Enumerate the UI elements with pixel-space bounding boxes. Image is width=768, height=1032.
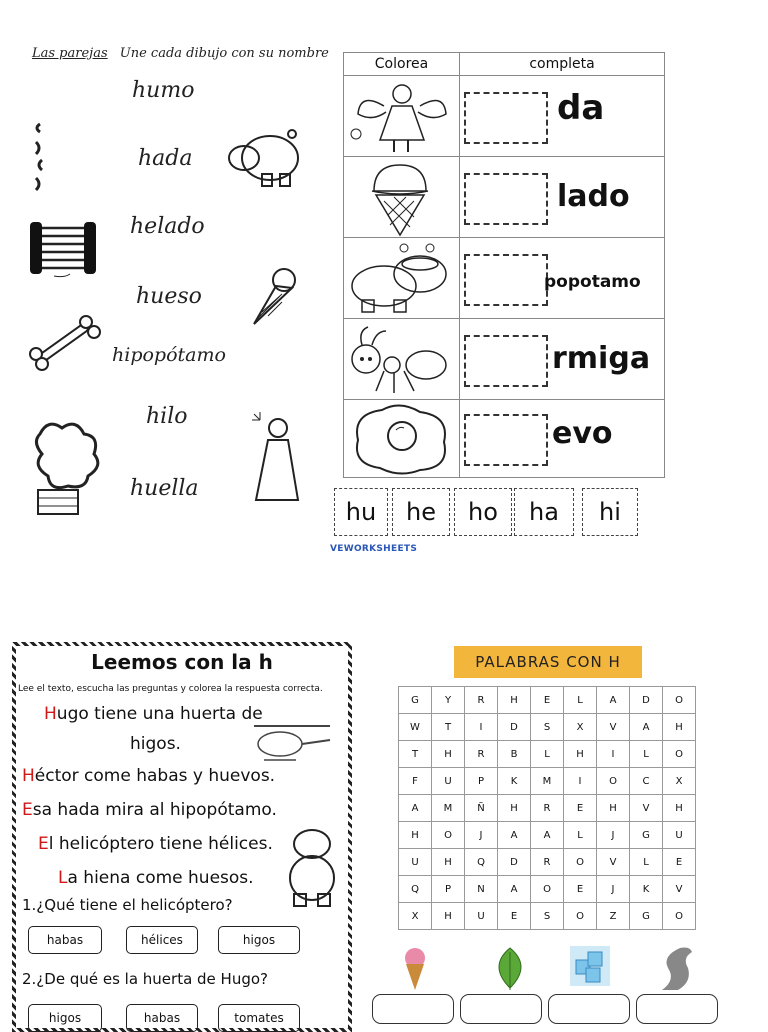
question-2: 2.¿De qué es la huerta de Hugo? (22, 970, 268, 988)
grid-cell[interactable]: O (564, 849, 597, 876)
grid-cell[interactable]: O (663, 741, 696, 768)
grid-cell[interactable]: R (465, 687, 498, 714)
grid-cell[interactable]: U (399, 849, 432, 876)
word-hilo[interactable]: hilo (146, 404, 188, 429)
grid-cell[interactable]: F (399, 768, 432, 795)
grid-row (399, 822, 696, 849)
helicopter-icon (250, 720, 334, 764)
grid-cell[interactable]: D (630, 687, 663, 714)
row-helado (344, 157, 664, 238)
row-hipopotamo (344, 238, 664, 319)
grid-cell[interactable]: D (498, 849, 531, 876)
suffix-lado: lado (557, 179, 630, 214)
grid-cell[interactable]: P (432, 876, 465, 903)
grid-cell[interactable]: D (498, 714, 531, 741)
grid-cell[interactable]: V (597, 714, 630, 741)
syllable-ho[interactable]: ho (454, 488, 512, 536)
syllable-he[interactable]: he (392, 488, 450, 536)
grid-cell[interactable]: U (432, 768, 465, 795)
hippo-small-icon[interactable] (226, 124, 302, 190)
question-1: 1.¿Qué tiene el helicóptero? (22, 896, 233, 914)
sentence-2: Héctor come habas y huevos. (22, 766, 276, 786)
grid-cell[interactable]: O (663, 903, 696, 930)
grid-cell[interactable]: Ñ (465, 795, 498, 822)
footprints-icon[interactable] (26, 118, 56, 194)
q2-option-higos[interactable]: higos (28, 1004, 102, 1032)
parejas-title (32, 46, 329, 61)
grid-cell[interactable]: I (564, 768, 597, 795)
grid-cell[interactable]: G (630, 822, 663, 849)
grid-cell[interactable]: L (630, 849, 663, 876)
grid-cell[interactable]: U (465, 903, 498, 930)
answer-box-4[interactable] (636, 994, 718, 1024)
row-huevo (344, 400, 664, 476)
answer-box-1[interactable] (372, 994, 454, 1024)
suffix-rmiga: rmiga (552, 341, 651, 376)
blank-box-huevo[interactable] (464, 414, 548, 466)
q2-option-habas[interactable]: habas (126, 1004, 198, 1032)
grid-cell[interactable]: X (663, 768, 696, 795)
grid-cell[interactable]: A (399, 795, 432, 822)
grid-cell[interactable]: H (399, 822, 432, 849)
grid-cell[interactable]: A (630, 714, 663, 741)
suffix-da: da (557, 88, 605, 128)
grid-cell[interactable]: R (465, 741, 498, 768)
grid-row (399, 849, 696, 876)
grid-cell[interactable]: S (531, 903, 564, 930)
watermark-text: VEWORKSHEETS (330, 544, 418, 554)
answer-box-3[interactable] (548, 994, 630, 1024)
blank-box-hipopotamo[interactable] (464, 254, 548, 306)
chimney-smoke-icon[interactable] (30, 414, 106, 516)
row-hormiga (344, 319, 664, 400)
sentence-1: Hugo tiene una huerta de (44, 704, 263, 724)
grid-cell[interactable]: W (399, 714, 432, 741)
grid-cell[interactable]: S (531, 714, 564, 741)
leemos-title: Leemos con la h (91, 650, 273, 674)
grid-cell[interactable]: L (564, 822, 597, 849)
q2-option-tomates[interactable]: tomates (218, 1004, 300, 1032)
grid-cell[interactable]: H (498, 687, 531, 714)
suffix-evo: evo (552, 416, 613, 451)
word-hueso[interactable]: hueso (136, 284, 202, 309)
grid-cell[interactable]: J (465, 822, 498, 849)
grid-cell[interactable]: H (498, 795, 531, 822)
q1-option-habas[interactable]: habas (28, 926, 102, 954)
leaf-icon (490, 944, 530, 992)
q1-option-higos[interactable]: higos (218, 926, 300, 954)
grid-row (399, 714, 696, 741)
grid-cell[interactable]: R (531, 795, 564, 822)
bone-icon[interactable] (28, 314, 102, 372)
grid-cell[interactable]: O (597, 768, 630, 795)
ant-icon[interactable] (344, 319, 459, 399)
grid-cell[interactable]: I (597, 741, 630, 768)
grid-cell[interactable]: Q (399, 876, 432, 903)
grid-cell[interactable]: T (432, 714, 465, 741)
grid-cell[interactable]: E (531, 687, 564, 714)
syllable-hi[interactable]: hi (582, 488, 638, 536)
fairy-small-icon[interactable] (250, 410, 302, 510)
grid-cell[interactable]: E (663, 849, 696, 876)
grid-row (399, 687, 696, 714)
word-huella[interactable]: huella (130, 476, 199, 501)
blank-box-hormiga[interactable] (464, 335, 548, 387)
grid-cell[interactable]: M (531, 768, 564, 795)
grid-cell[interactable]: X (564, 714, 597, 741)
grid-cell[interactable]: G (630, 903, 663, 930)
ice-cream-color-icon (400, 946, 430, 992)
sentence-1b: higos. (130, 734, 181, 754)
grid-cell[interactable]: L (630, 741, 663, 768)
grid-cell[interactable]: U (663, 822, 696, 849)
blank-box-helado[interactable] (464, 173, 548, 225)
fairy-icon[interactable] (344, 76, 459, 156)
grid-cell[interactable]: Z (597, 903, 630, 930)
grid-cell[interactable]: O (531, 876, 564, 903)
grid-cell[interactable]: V (630, 795, 663, 822)
sentence-5: La hiena come huesos. (58, 868, 254, 888)
suffix-popotamo: popotamo (544, 272, 641, 292)
grid-cell[interactable]: K (630, 876, 663, 903)
grid-cell[interactable]: A (498, 822, 531, 849)
answer-box-2[interactable] (460, 994, 542, 1024)
grid-cell[interactable]: B (498, 741, 531, 768)
grid-cell[interactable]: M (432, 795, 465, 822)
grid-cell[interactable]: Q (465, 849, 498, 876)
ice-cream-cone-icon[interactable] (248, 266, 298, 328)
grid-cell[interactable]: E (498, 903, 531, 930)
sentence-4: El helicóptero tiene hélices. (38, 834, 273, 854)
grid-row (399, 876, 696, 903)
grid-cell[interactable]: T (399, 741, 432, 768)
grid-row (399, 741, 696, 768)
grid-cell[interactable]: N (465, 876, 498, 903)
ice-cream-icon[interactable] (344, 157, 459, 237)
header-colorea: Colorea (344, 53, 459, 76)
grid-cell[interactable]: H (432, 903, 465, 930)
grid-cell[interactable]: E (564, 876, 597, 903)
grid-row (399, 768, 696, 795)
grid-cell[interactable]: O (432, 822, 465, 849)
grid-cell[interactable]: H (663, 795, 696, 822)
grid-cell[interactable]: X (399, 903, 432, 930)
grid-cell[interactable]: L (531, 741, 564, 768)
grid-row (399, 903, 696, 930)
syllable-ha[interactable]: ha (514, 488, 574, 536)
grid-cell[interactable]: H (564, 741, 597, 768)
ice-cubes-icon (568, 944, 612, 988)
q1-option-helices[interactable]: hélices (126, 926, 198, 954)
word-search-grid (398, 686, 696, 930)
smoke-icon (652, 944, 692, 992)
sentence-3: Esa hada mira al hipopótamo. (22, 800, 277, 820)
header-completa: completa (460, 53, 664, 76)
grid-cell[interactable]: V (597, 849, 630, 876)
grid-cell[interactable]: Y (432, 687, 465, 714)
grid-cell[interactable]: J (597, 822, 630, 849)
grid-cell[interactable]: J (597, 876, 630, 903)
grid-cell[interactable]: O (564, 903, 597, 930)
grid-cell[interactable]: I (465, 714, 498, 741)
blank-box-hada[interactable] (464, 92, 548, 144)
grid-cell[interactable]: H (432, 849, 465, 876)
grid-cell[interactable]: G (399, 687, 432, 714)
parejas-heading: Las parejas (32, 46, 108, 61)
grid-cell[interactable]: C (630, 768, 663, 795)
colorea-completa-table (343, 52, 665, 478)
grid-cell[interactable]: H (597, 795, 630, 822)
grid-cell[interactable]: P (465, 768, 498, 795)
word-humo[interactable]: humo (132, 78, 195, 103)
thread-spool-icon[interactable] (26, 214, 104, 280)
row-hada (344, 76, 664, 157)
grid-cell[interactable]: E (564, 795, 597, 822)
grid-cell[interactable]: V (663, 876, 696, 903)
hippo-icon[interactable] (344, 238, 459, 318)
grid-cell[interactable]: A (597, 687, 630, 714)
word-hada[interactable]: hada (138, 146, 193, 171)
grid-cell[interactable]: K (498, 768, 531, 795)
parejas-instruction: Une cada dibujo con su nombre (119, 46, 329, 61)
word-hipopotamo[interactable]: hipopótamo (112, 344, 226, 366)
grid-cell[interactable]: R (531, 849, 564, 876)
syllable-hu[interactable]: hu (334, 488, 388, 536)
word-helado[interactable]: helado (130, 214, 205, 239)
grid-cell[interactable]: A (498, 876, 531, 903)
grid-cell[interactable]: H (432, 741, 465, 768)
grid-cell[interactable]: H (663, 714, 696, 741)
grid-cell[interactable]: A (531, 822, 564, 849)
hippo-standing-icon (286, 822, 340, 908)
palabras-title: PALABRAS CON H (454, 646, 642, 678)
fried-egg-icon[interactable] (344, 400, 459, 476)
leemos-instruction: Lee el texto, escucha las preguntas y colorea la respuesta correcta. (18, 684, 323, 694)
grid-cell[interactable]: O (663, 687, 696, 714)
grid-cell[interactable]: L (564, 687, 597, 714)
grid-row (399, 795, 696, 822)
